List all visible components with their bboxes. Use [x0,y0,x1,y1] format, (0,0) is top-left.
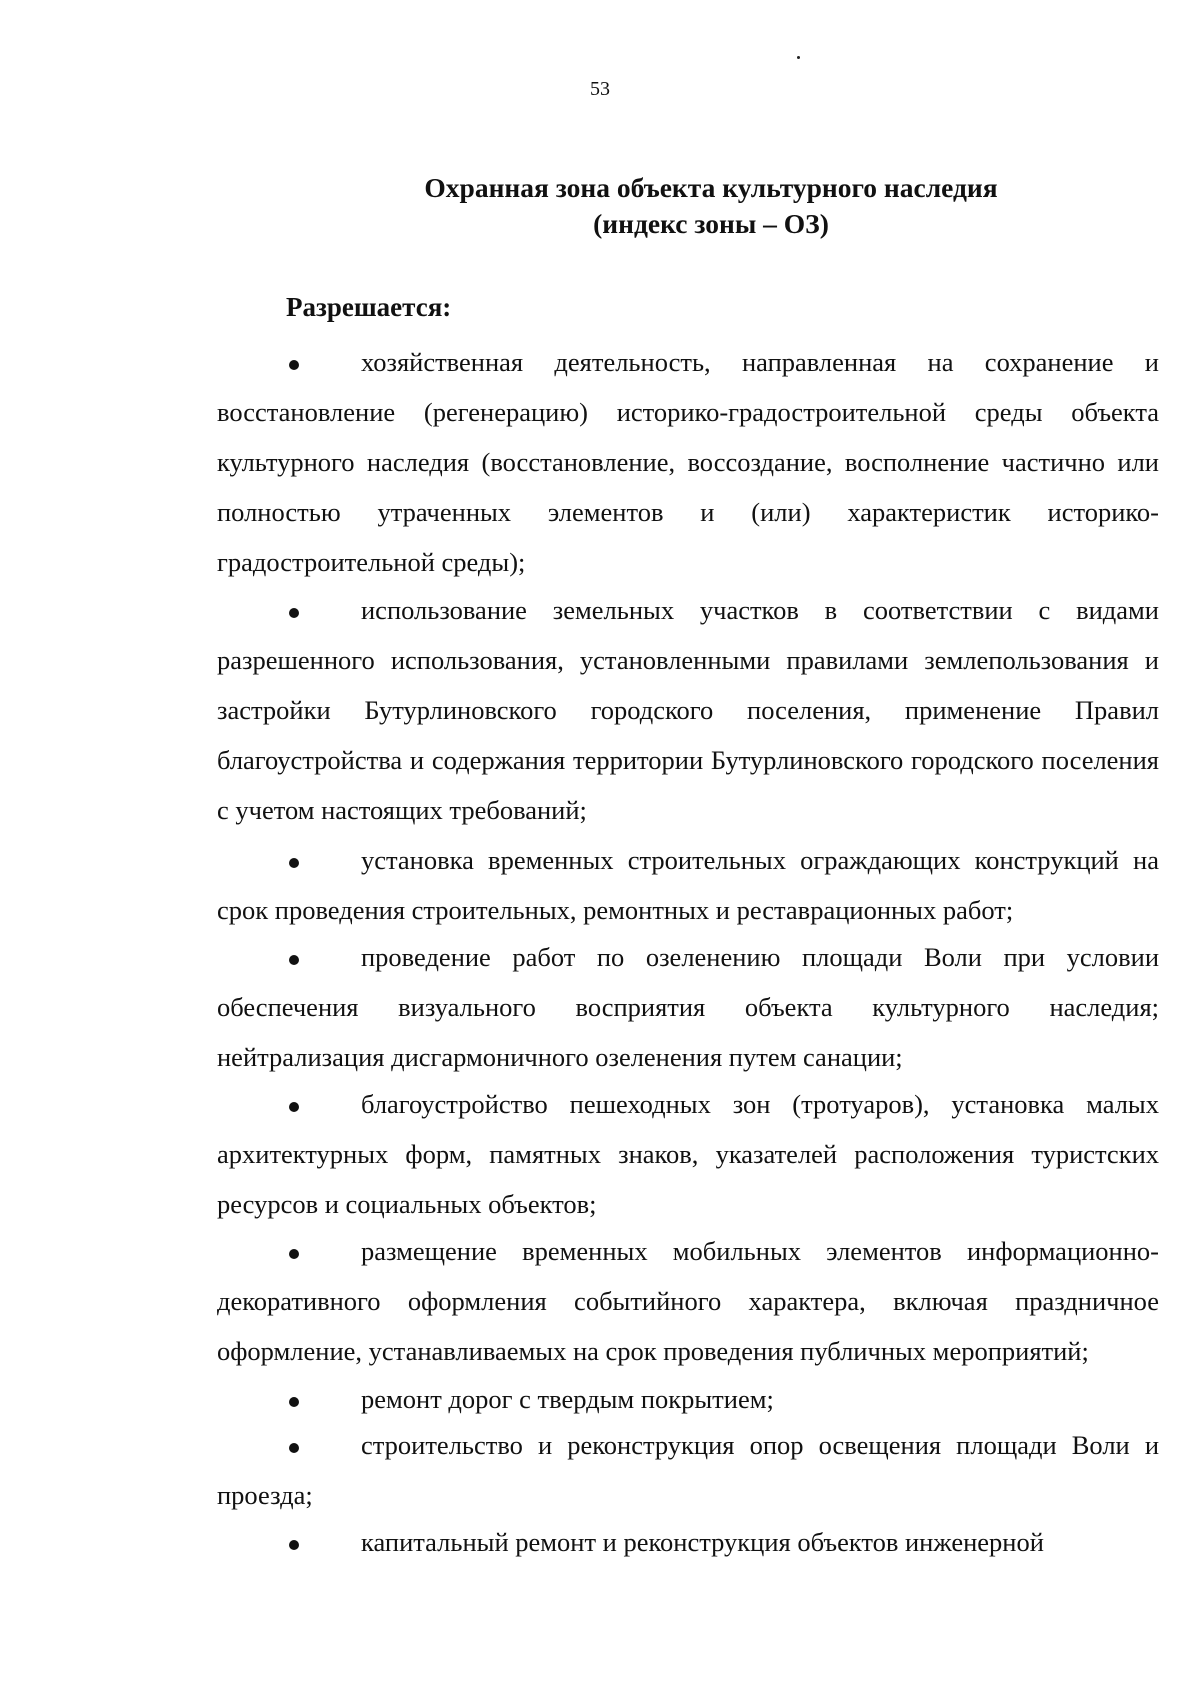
list-item [217,1517,1159,1567]
list-item-text: размещение временных мобильных элементов информационно-декоративного оформления событийного характера, включая праздничное оформление, устанавливаемых на срок проведения публичных мероприятий; [217,1236,1159,1366]
list-item [217,1420,1159,1520]
list-item [217,585,1159,835]
list-item-text: строительство и реконструкция опор освещения площади Воли и проезда; [217,1430,1159,1510]
list-item [217,1226,1159,1376]
page-number: 53 [590,78,610,100]
section-title-line-2: (индекс зоны – ОЗ) [593,208,829,239]
list-item [217,932,1159,1082]
list-item [217,1079,1159,1229]
list-item [217,835,1159,935]
list-item-text: использование земельных участков в соответствии с видами разрешенного использования, установленными правилами землепользования и застройки Бутурлиновского городского поселения, применение Правил благоустройства и содержания территории Бутурлиновского городского поселения с учетом настоящих требований; [217,595,1159,825]
list-item-text: ремонт дорог с твердым покрытием; [361,1384,774,1414]
list-item-text: благоустройство пешеходных зон (тротуаров), установка малых архитектурных форм, памятных знаков, указателей расположения туристских ресурсов и социальных объектов; [217,1089,1159,1219]
section-title [400,170,1022,242]
section-title-line-1: Охранная зона объекта культурного наследия [424,172,998,203]
list-item-text: установка временных строительных ограждающих конструкций на срок проведения строительных, ремонтных и реставрационных работ; [217,845,1159,925]
permitted-heading: Разрешается: [286,292,452,322]
scan-speck [797,56,800,59]
list-item-text: хозяйственная деятельность, направленная на сохранение и восстановление (регенерацию) историко-градостроительной среды объекта культурного наследия (восстановление, воссоздание, восполнение частично или полностью утраченных элементов и (или) характеристик историко-градостроительной среды); [217,347,1159,577]
list-item [217,1374,1159,1424]
list-item [217,337,1159,587]
list-item-text: капитальный ремонт и реконструкция объектов инженерной [361,1527,1044,1557]
permitted-list [217,337,1159,1567]
list-item-text: проведение работ по озеленению площади Воли при условии обеспечения визуального восприятия объекта культурного наследия; нейтрализация дисгармоничного озеленения путем санации; [217,942,1159,1072]
